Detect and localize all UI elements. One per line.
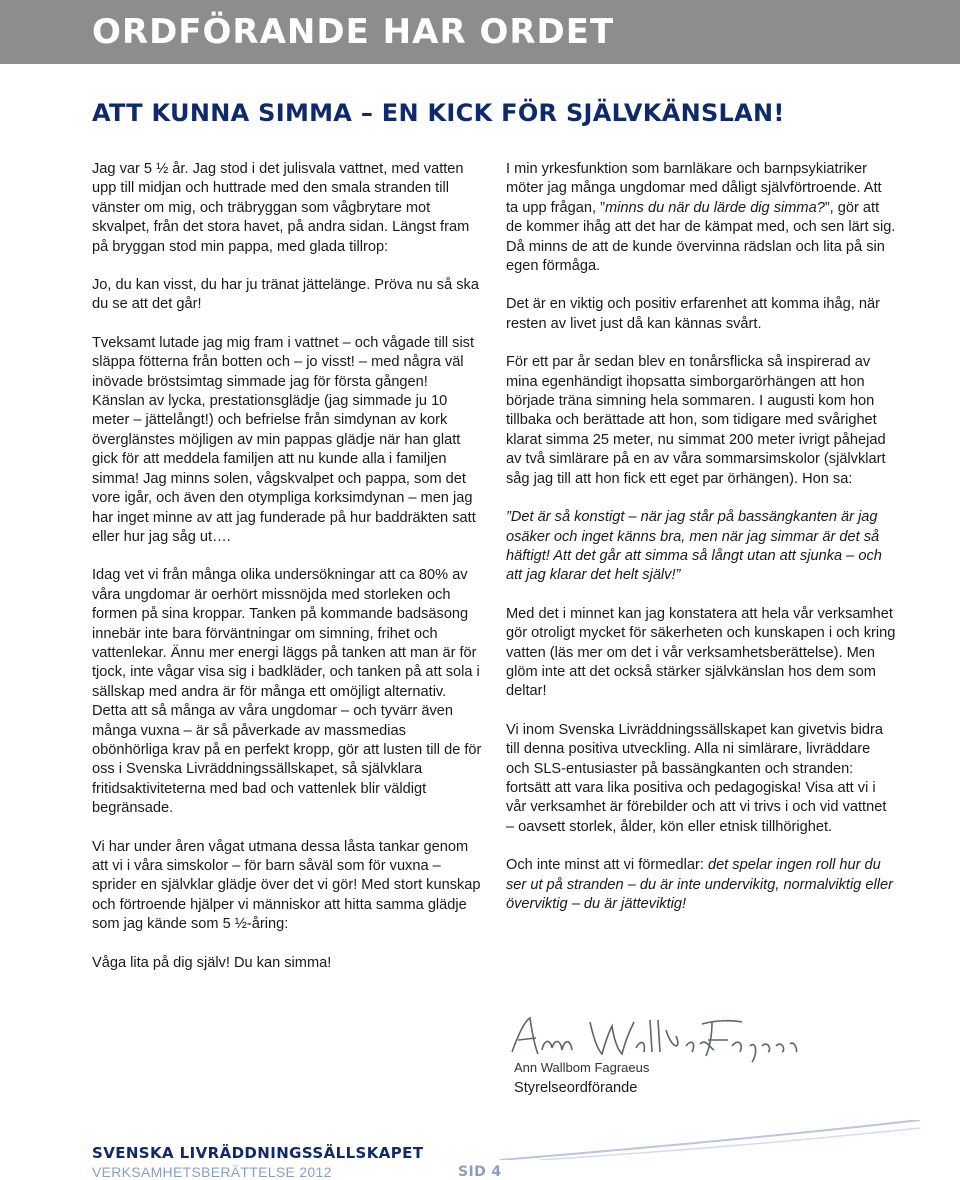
paragraph: Vi har under åren vågat utmana dessa låsta tankar genom att vi i våra simskolor – för barn såväl som för vuxna – sprider en självklar glädje över det vi gör! Med stort kunskap och förtroende hjälper vi människor att hitta samma glädje som jag kände som 5 ½-åring: [92,838,481,933]
paragraph: Med det i minnet kan jag konstatera att hela vår verksamhet gör otroligt mycket för säkerheten och kunskapen i och kring vatten (läs mer om det i vår verksamhetsberättelse). Men glöm inte att det också stärker självkänslan hos dem som deltar! [506,605,896,700]
paragraph: Jag var 5 ½ år. Jag stod i det julisvala vattnet, med vatten upp till midjan och huttrade med den smala stranden till vänster om mig, och träbryggan som vågbrytare mot skvalpet, från det stora havet, på andra sidan. Längst fram på bryggan stod min pappa, med glada tillrop: [92,161,470,255]
signature-block [506,1010,826,1105]
right-column [506,160,896,933]
section-title: ORDFÖRANDE HAR ORDET [92,12,615,52]
article-headline: ATT KUNNA SIMMA – EN KICK FÖR SJÄLVKÄNSLAN! [92,99,785,127]
handwritten-signature [506,1010,806,1065]
footer-wave-graphic [500,1120,920,1160]
paragraph: Vi inom Svenska Livräddningssällskapet kan givetvis bidra till denna positiva utveckling. Alla ni simlärare, livräddare och SLS-entusiaster på bassängkanten och stranden: fortsätt att vara lika positiva och pedagogiska! Visa att vi i vår verksamhet är förebilder och att vi trivs i och vid vattnet – oavsett storlek, ålder, kön eller etnisk tillhörighet. [506,721,887,835]
section-header-bar [0,0,960,64]
paragraph: Våga lita på dig själv! Du kan simma! [92,954,332,971]
signatory-name: Ann Wallbom Fagraeus [514,1060,650,1075]
paragraph: I min yrkesfunktion som barnläkare och barnpsykiatriker möter jag många ungdomar med dåligt självförtroende. Att ta upp frågan, ”minns du när du lärde dig simma?”, gör att de kommer ihåg att det har de kämpat med, och sen lärt sig. Då minns de att de kunde övervinna rädslan och lita på sin egen förmåga. [506,161,896,275]
paragraph: För ett par år sedan blev en tonårsflicka så inspirerad av mina egenhändigt ihopsatta simborgarörhängen att hon började träna simning hela sommaren. I augusti kom hon tillbaka och berättade att hon, som tidigare med svårighet klarat simma 25 meter, nu simmat 200 meter ivrigt påhejad av två simlärare på en av våra sommarsimskolor (självklart såg jag till att hon fick ett eget par örhängen). Hon sa: [506,354,886,487]
footer-publication: VERKSAMHETSBERÄTTELSE 2012 [92,1164,332,1180]
page-number: SID 4 [458,1164,502,1180]
paragraph: Det är en viktig och positiv erfarenhet att komma ihåg, när resten av livet just då kan kännas svårt. [506,296,880,332]
footer-organization: SVENSKA LIVRÄDDNINGSSÄLLSKAPET [92,1144,424,1162]
paragraph: Idag vet vi från många olika undersökningar att ca 80% av våra ungdomar är oerhört missnöjda med storleken och formen på sina kroppar. Tanken på kommande badsäsong innebär inte bara förväntningar om simning, frihet och vattenlekar. Ännu mer energi läggs på tanken att man är för tjock, inte vågar visa sig i badkläder, och tanken på att sola i sällskap med andra är för många ett omöjligt alternativ. Detta att så många av våra ungdomar – och tyvärr även många vuxna – är så påverkade av massmedias obönhörliga krav på en perfekt kropp, gör att lusten till de för oss i Svenska Livräddningssällskapet, så självklara fritidsaktiviteterna med bad och vattenlek blir väldigt begränsade. [92,567,482,817]
signatory-title: Styrelseordförande [514,1080,638,1096]
paragraph: Tveksamt lutade jag mig fram i vattnet – och vågade till sist släppa fötterna från botten och – jo visst! – med några väl inövade bröstsimtag simmade jag för första gången! Känslan av lycka, prestationsglädje (jag simmade ju 10 meter – jättelångt!) och befrielse från simdynan av kork överglänstes möjligen av min pappas glädje när han glatt gick för att meddela familjen att nu kunde alla i familjen simma! Jag minns solen, vågskvalpet och pappa, som det vore igår, och även den otympliga korksimdynan – men jag har inget minne av att jag funderade på hur baddräkten satt eller hur jag såg ut…. [92,334,476,545]
quote: ”Det är så konstigt – när jag står på bassängkanten är jag osäker och inget känns bra, men när jag simmar är det så häftigt! Att det går att simma så långt utan att sjunka – och att jag klarar det helt själv!” [506,509,882,584]
paragraph: Jo, du kan visst, du har ju tränat jättelänge. Pröva nu så ska du se att det går! [92,277,479,313]
left-column [92,160,484,992]
paragraph: Och inte minst att vi förmedlar: det spelar ingen roll hur du ser ut på stranden – du är inte undervikitg, normalviktig eller överviktig – du är jätteviktig! [506,857,893,912]
